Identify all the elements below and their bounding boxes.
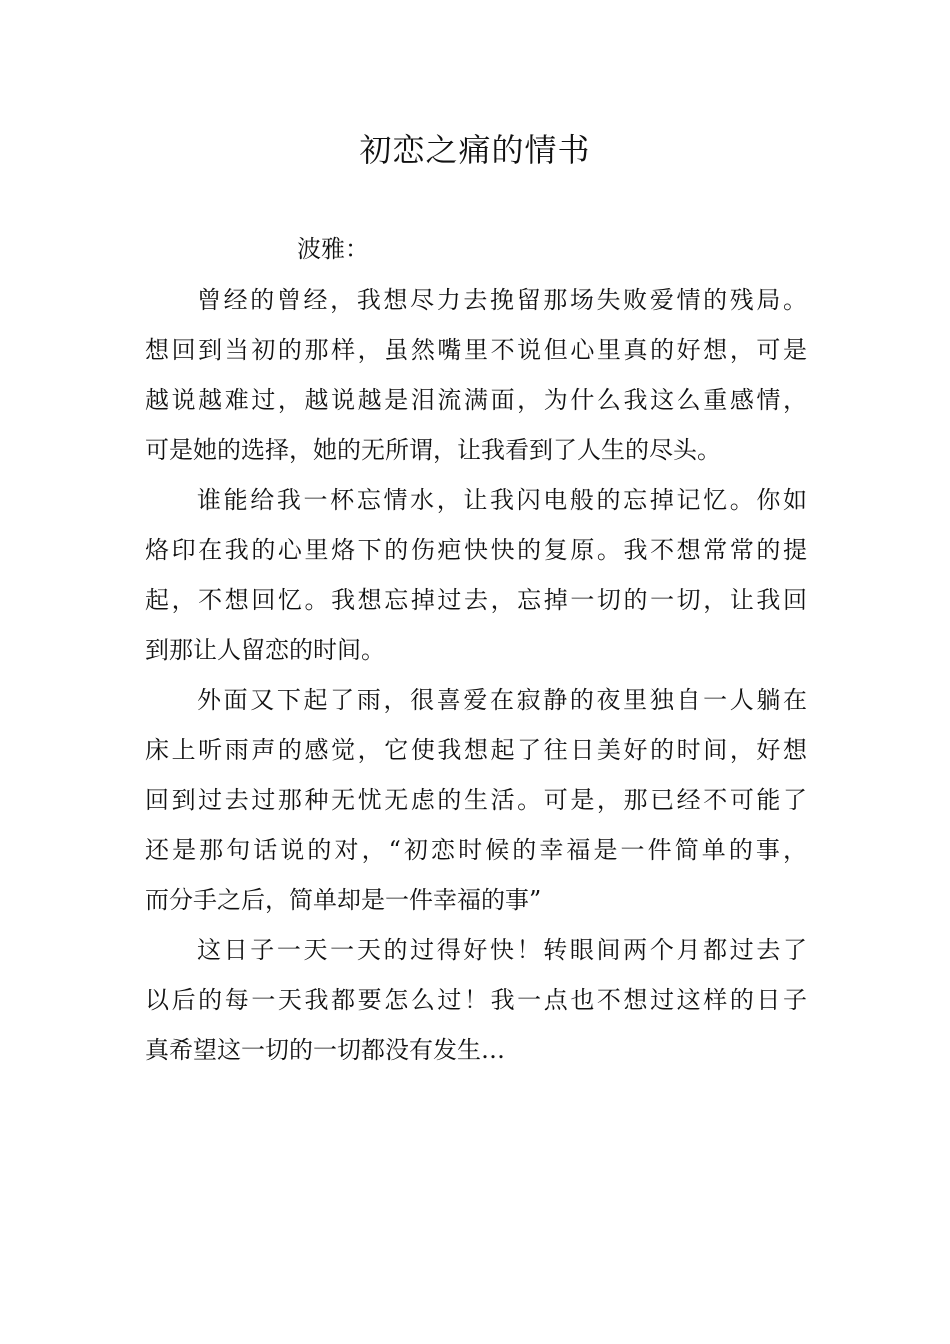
text-line: 回到过去过那种无忧无虑的生活。可是，那已经不可能了 [145,786,807,814]
text-line: 想回到当初的那样，虽然嘴里不说但心里真的好想，可是 [145,336,807,364]
text-line: 越说越难过，越说越是泪流满面，为什么我这么重感情， [145,386,807,414]
text-line: 起，不想回忆。我想忘掉过去，忘掉一切的一切，让我回 [145,586,807,614]
text-line: 烙印在我的心里烙下的伤疤快快的复原。我不想常常的提 [145,536,807,564]
text-line: 外面又下起了雨，很喜爱在寂静的夜里独自一人躺在 [197,686,807,714]
text-line: 床上听雨声的感觉，它使我想起了往日美好的时间，好想 [145,736,807,764]
text-line: 到那让人留恋的时间。 [145,636,385,664]
text-line: 可是她的选择，她的无所谓，让我看到了人生的尽头。 [145,436,721,464]
document-title: 初恋之痛的情书 [359,131,591,169]
text-line: 真希望这一切的一切都没有发生… [145,1036,505,1064]
text-line: 以后的每一天我都要怎么过！我一点也不想过这样的日子 [145,986,807,1014]
paragraph-1 [145,283,807,483]
paragraph-2 [145,483,807,683]
text-line: 这日子一天一天的过得好快！转眼间两个月都过去了 [197,936,807,964]
paragraph-4 [145,933,807,1083]
text-line: 谁能给我一杯忘情水，让我闪电般的忘掉记忆。你如 [197,486,807,514]
text-line: 而分手之后，简单却是一件幸福的事” [145,886,542,914]
text-line: 还是那句话说的对，“初恋时候的幸福是一件简单的事， [145,836,807,864]
paragraph-3 [145,683,807,933]
salutation: 波雅： [297,235,369,263]
text-line: 曾经的曾经，我想尽力去挽留那场失败爱情的残局。 [197,286,807,314]
